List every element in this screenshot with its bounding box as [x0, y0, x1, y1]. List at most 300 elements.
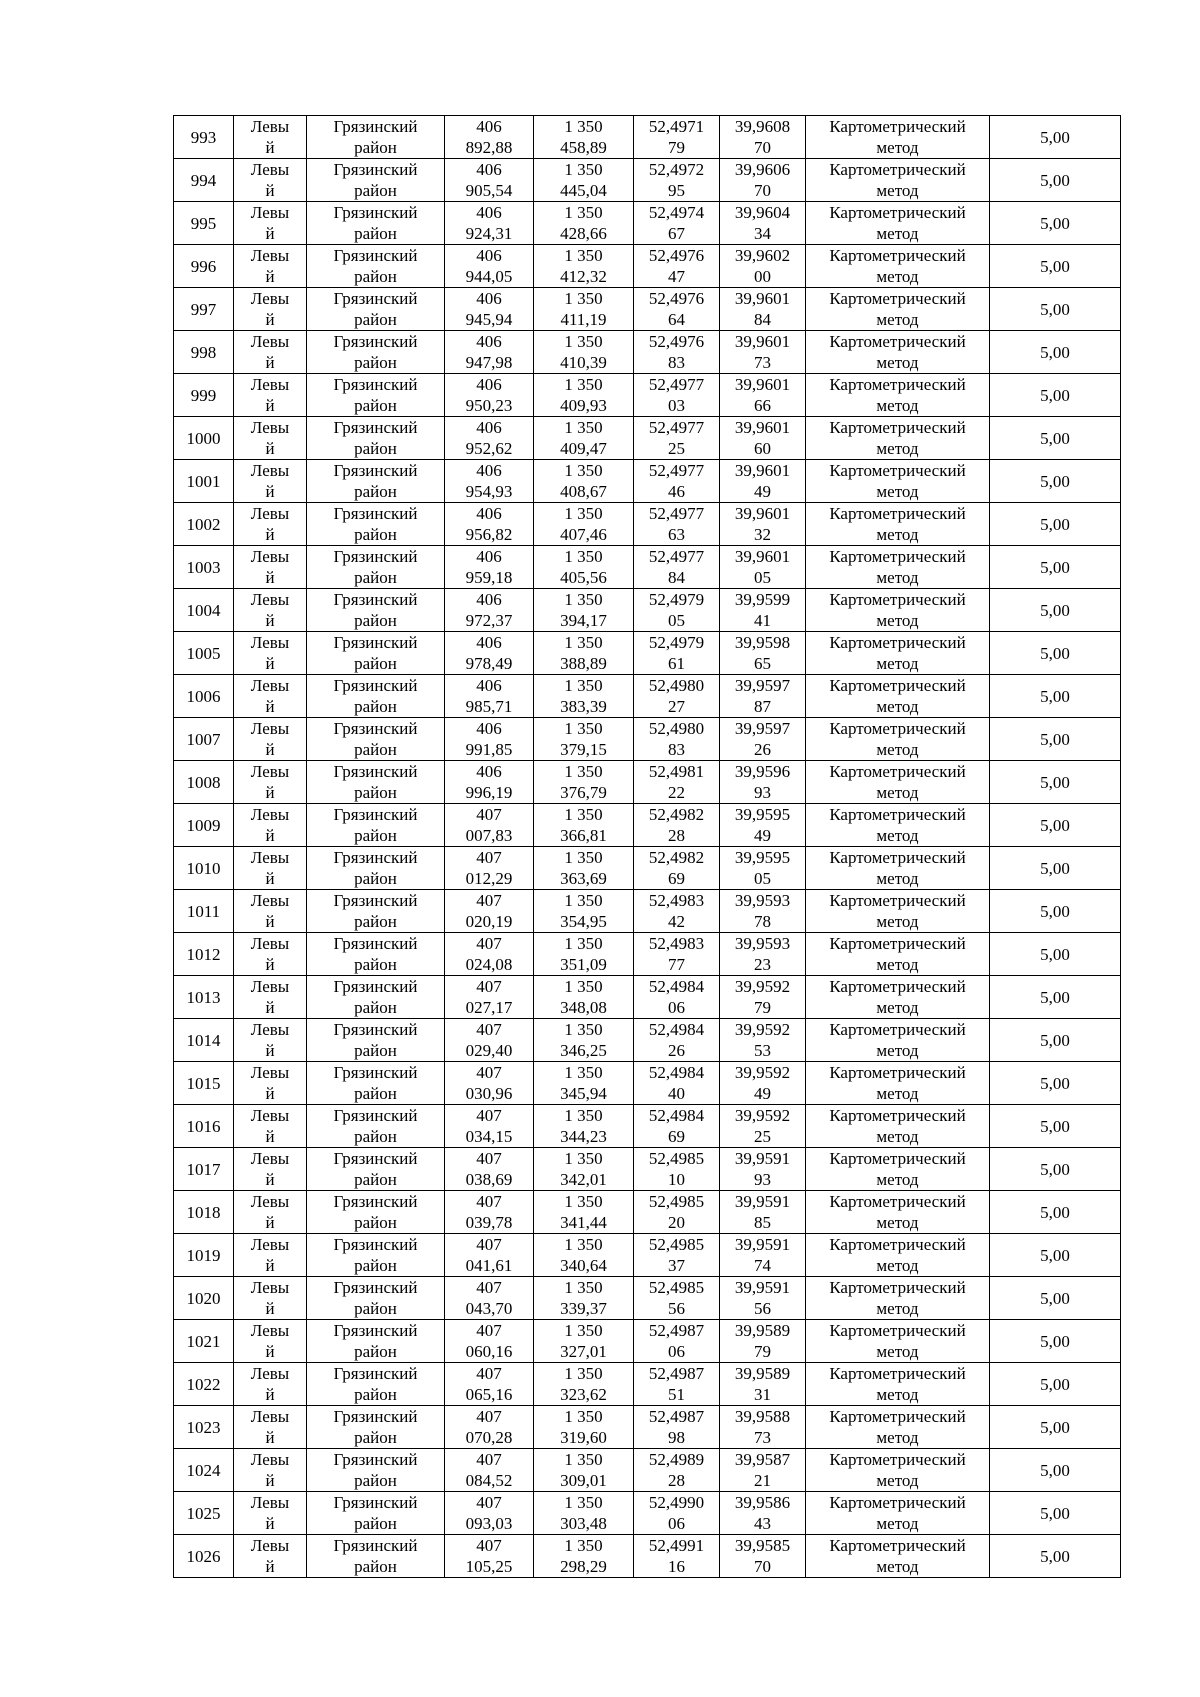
cell-bank-side-line: й [265, 224, 275, 243]
cell-district-line: район [354, 568, 397, 587]
cell-longitude-line: 39,9593 [734, 934, 791, 953]
cell-coord-y-line: 379,15 [560, 740, 607, 759]
cell-coord-x-line: 065,16 [465, 1385, 513, 1404]
cell-bank-side [234, 1492, 307, 1535]
cell-point-number: 1001 [174, 460, 234, 503]
cell-longitude-line: 39,9604 [734, 203, 791, 222]
cell-latitude-line: 52,4985 [648, 1192, 705, 1211]
cell-longitude [720, 718, 806, 761]
cell-coord-x [445, 116, 534, 159]
cell-coord-x-line: 956,82 [465, 525, 513, 544]
cell-district [307, 202, 445, 245]
cell-method-line: Картометрический [829, 1278, 966, 1297]
cell-coord-y-line: 409,93 [560, 396, 607, 415]
cell-district-line: район [354, 1557, 397, 1576]
cell-latitude-line: 52,4972 [648, 160, 705, 179]
cell-coord-x [445, 1320, 534, 1363]
cell-latitude-line: 22 [668, 783, 685, 802]
cell-district [307, 976, 445, 1019]
cell-method [806, 976, 990, 1019]
cell-latitude [634, 1234, 720, 1277]
cell-bank-side-line: Левы [250, 1063, 290, 1082]
cell-method-line: Картометрический [829, 418, 966, 437]
cell-bank-side [234, 546, 307, 589]
cell-coord-y-line: 1 350 [564, 418, 603, 437]
cell-method [806, 116, 990, 159]
cell-bank-side [234, 1320, 307, 1363]
cell-method-line: метод [876, 1213, 919, 1232]
cell-coord-y-line: 1 350 [564, 1149, 603, 1168]
cell-error: 5,00 [990, 1148, 1121, 1191]
cell-coord-x-line: 027,17 [465, 998, 513, 1017]
cell-district [307, 374, 445, 417]
cell-coord-y-line: 303,48 [560, 1514, 607, 1533]
cell-bank-side [234, 1535, 307, 1578]
cell-latitude-line: 52,4983 [648, 891, 705, 910]
cell-longitude-line: 39,9601 [734, 332, 791, 351]
cell-point-number: 1013 [174, 976, 234, 1019]
cell-point-number: 1002 [174, 503, 234, 546]
cell-coord-x [445, 1449, 534, 1492]
table-row [174, 417, 1121, 460]
cell-latitude-line: 27 [668, 697, 685, 716]
cell-bank-side-line: й [265, 1127, 275, 1146]
cell-method [806, 460, 990, 503]
cell-method-line: метод [876, 138, 919, 157]
cell-district-line: район [354, 783, 397, 802]
cell-latitude-line: 84 [668, 568, 685, 587]
cell-method [806, 245, 990, 288]
cell-coord-y-line: 342,01 [560, 1170, 607, 1189]
cell-method [806, 503, 990, 546]
cell-coord-y [534, 890, 634, 933]
cell-latitude [634, 847, 720, 890]
cell-longitude [720, 1449, 806, 1492]
cell-district-line: Грязинский [333, 418, 418, 437]
cell-district [307, 116, 445, 159]
cell-coord-x-line: 407 [476, 848, 502, 867]
cell-district-line: Грязинский [333, 375, 418, 394]
cell-coord-x-line: 020,19 [465, 912, 513, 931]
cell-error: 5,00 [990, 1062, 1121, 1105]
cell-district [307, 1406, 445, 1449]
cell-district [307, 632, 445, 675]
cell-coord-x-line: 905,54 [465, 181, 513, 200]
cell-coord-x-line: 029,40 [465, 1041, 513, 1060]
cell-latitude [634, 1363, 720, 1406]
cell-longitude [720, 632, 806, 675]
cell-bank-side-line: й [265, 1041, 275, 1060]
cell-method-line: Картометрический [829, 1063, 966, 1082]
cell-district-line: Грязинский [333, 1364, 418, 1383]
cell-latitude [634, 1148, 720, 1191]
cell-latitude-line: 83 [668, 740, 685, 759]
cell-longitude [720, 847, 806, 890]
cell-method [806, 675, 990, 718]
cell-latitude-line: 52,4976 [648, 289, 705, 308]
cell-district-line: Грязинский [333, 977, 418, 996]
cell-latitude [634, 589, 720, 632]
cell-longitude [720, 245, 806, 288]
cell-bank-side-line: й [265, 697, 275, 716]
cell-coord-y [534, 546, 634, 589]
cell-point-number: 1023 [174, 1406, 234, 1449]
cell-error: 5,00 [990, 245, 1121, 288]
cell-longitude-line: 39,9592 [734, 977, 791, 996]
cell-coord-y [534, 159, 634, 202]
cell-coord-y-line: 344,23 [560, 1127, 607, 1146]
cell-district [307, 933, 445, 976]
cell-latitude-line: 56 [668, 1299, 685, 1318]
cell-latitude-line: 06 [668, 1514, 685, 1533]
cell-district-line: Грязинский [333, 1321, 418, 1340]
cell-coord-y-line: 1 350 [564, 547, 603, 566]
cell-coord-y [534, 933, 634, 976]
cell-point-number: 1020 [174, 1277, 234, 1320]
cell-coord-y-line: 1 350 [564, 891, 603, 910]
cell-coord-y [534, 1320, 634, 1363]
cell-coord-x [445, 847, 534, 890]
cell-coord-y-line: 1 350 [564, 375, 603, 394]
cell-latitude-line: 63 [668, 525, 685, 544]
cell-latitude-line: 52,4980 [648, 719, 705, 738]
cell-method-line: метод [876, 353, 919, 372]
cell-bank-side-line: Левы [250, 977, 290, 996]
cell-longitude-line: 39,9592 [734, 1063, 791, 1082]
cell-bank-side-line: Левы [250, 203, 290, 222]
cell-longitude-line: 39,9587 [734, 1450, 791, 1469]
cell-coord-y-line: 1 350 [564, 1278, 603, 1297]
cell-bank-side [234, 1363, 307, 1406]
cell-method-line: метод [876, 1342, 919, 1361]
cell-coord-y-line: 1 350 [564, 246, 603, 265]
cell-coord-y-line: 407,46 [560, 525, 607, 544]
cell-longitude [720, 1406, 806, 1449]
cell-coord-x [445, 589, 534, 632]
cell-coord-x-line: 406 [476, 504, 502, 523]
cell-method-line: Картометрический [829, 1450, 966, 1469]
coordinates-table [173, 115, 1121, 1578]
cell-coord-y-line: 1 350 [564, 590, 603, 609]
cell-point-number: 994 [174, 159, 234, 202]
cell-longitude-line: 39,9601 [734, 375, 791, 394]
cell-bank-side [234, 460, 307, 503]
cell-bank-side-line: Левы [250, 719, 290, 738]
cell-latitude-line: 52,4983 [648, 934, 705, 953]
cell-bank-side-line: й [265, 654, 275, 673]
cell-longitude-line: 34 [754, 224, 771, 243]
cell-latitude [634, 675, 720, 718]
cell-method [806, 632, 990, 675]
cell-district-line: район [354, 697, 397, 716]
cell-longitude-line: 39,9598 [734, 633, 791, 652]
cell-district [307, 546, 445, 589]
cell-latitude-line: 52,4979 [648, 633, 705, 652]
cell-coord-x-line: 406 [476, 633, 502, 652]
cell-coord-y-line: 340,64 [560, 1256, 607, 1275]
cell-coord-y-line: 1 350 [564, 1407, 603, 1426]
cell-coord-y-line: 394,17 [560, 611, 607, 630]
cell-method [806, 1449, 990, 1492]
cell-bank-side-line: й [265, 1084, 275, 1103]
cell-longitude [720, 1492, 806, 1535]
cell-bank-side-line: й [265, 1471, 275, 1490]
cell-point-number: 1003 [174, 546, 234, 589]
cell-bank-side-line: Левы [250, 1020, 290, 1039]
cell-coord-x-line: 030,96 [465, 1084, 513, 1103]
cell-district-line: район [354, 1041, 397, 1060]
cell-coord-x-line: 406 [476, 418, 502, 437]
cell-longitude-line: 39,9601 [734, 418, 791, 437]
cell-longitude [720, 1148, 806, 1191]
cell-district [307, 288, 445, 331]
table-row [174, 1277, 1121, 1320]
table-row [174, 460, 1121, 503]
cell-bank-side-line: Левы [250, 246, 290, 265]
cell-error: 5,00 [990, 1277, 1121, 1320]
cell-latitude [634, 116, 720, 159]
cell-coord-x-line: 406 [476, 375, 502, 394]
cell-latitude [634, 933, 720, 976]
cell-latitude [634, 202, 720, 245]
cell-coord-y-line: 1 350 [564, 1450, 603, 1469]
cell-method [806, 417, 990, 460]
cell-coord-x [445, 675, 534, 718]
cell-point-number: 1016 [174, 1105, 234, 1148]
cell-longitude-line: 39,9585 [734, 1536, 791, 1555]
cell-coord-y-line: 339,37 [560, 1299, 607, 1318]
cell-coord-y-line: 351,09 [560, 955, 607, 974]
cell-coord-x-line: 944,05 [465, 267, 513, 286]
cell-latitude-line: 10 [668, 1170, 685, 1189]
cell-bank-side [234, 804, 307, 847]
cell-district-line: Грязинский [333, 1106, 418, 1125]
cell-district [307, 159, 445, 202]
cell-latitude-line: 40 [668, 1084, 685, 1103]
cell-coord-y [534, 503, 634, 546]
cell-coord-y-line: 1 350 [564, 203, 603, 222]
cell-point-number: 1008 [174, 761, 234, 804]
table-row [174, 589, 1121, 632]
cell-coord-y-line: 309,01 [560, 1471, 607, 1490]
cell-error: 5,00 [990, 1105, 1121, 1148]
cell-district [307, 1320, 445, 1363]
cell-coord-x-line: 407 [476, 1149, 502, 1168]
cell-coord-y-line: 323,62 [560, 1385, 607, 1404]
cell-coord-x-line: 407 [476, 1235, 502, 1254]
cell-latitude-line: 03 [668, 396, 685, 415]
cell-longitude [720, 1320, 806, 1363]
cell-longitude-line: 39,9589 [734, 1364, 791, 1383]
cell-district-line: Грязинский [333, 461, 418, 480]
cell-latitude-line: 52,4985 [648, 1235, 705, 1254]
cell-method-line: метод [876, 697, 919, 716]
cell-coord-x-line: 039,78 [465, 1213, 513, 1232]
cell-coord-y-line: 298,29 [560, 1557, 607, 1576]
cell-longitude-line: 25 [754, 1127, 771, 1146]
cell-longitude [720, 1277, 806, 1320]
cell-district [307, 331, 445, 374]
cell-coord-y [534, 331, 634, 374]
cell-method [806, 1191, 990, 1234]
cell-longitude-line: 49 [754, 482, 771, 501]
table-row [174, 632, 1121, 675]
cell-coord-y [534, 116, 634, 159]
table-row [174, 1535, 1121, 1578]
cell-latitude-line: 52,4980 [648, 676, 705, 695]
cell-coord-y [534, 1406, 634, 1449]
cell-point-number: 1026 [174, 1535, 234, 1578]
cell-longitude-line: 39,9601 [734, 504, 791, 523]
cell-error: 5,00 [990, 1320, 1121, 1363]
cell-coord-y-line: 445,04 [560, 181, 607, 200]
cell-point-number: 1007 [174, 718, 234, 761]
cell-method-line: Картометрический [829, 160, 966, 179]
cell-method-line: метод [876, 267, 919, 286]
cell-method-line: Картометрический [829, 1106, 966, 1125]
cell-longitude [720, 460, 806, 503]
cell-district-line: Грязинский [333, 633, 418, 652]
cell-coord-x-line: 407 [476, 1106, 502, 1125]
cell-district-line: Грязинский [333, 891, 418, 910]
cell-bank-side-line: й [265, 310, 275, 329]
cell-method-line: Картометрический [829, 891, 966, 910]
cell-coord-x-line: 954,93 [465, 482, 513, 501]
cell-method-line: метод [876, 1041, 919, 1060]
cell-method [806, 1492, 990, 1535]
cell-coord-y-line: 366,81 [560, 826, 607, 845]
cell-coord-y-line: 408,67 [560, 482, 607, 501]
cell-latitude-line: 52,4984 [648, 1020, 705, 1039]
cell-method [806, 718, 990, 761]
cell-bank-side-line: Левы [250, 1278, 290, 1297]
cell-coord-y [534, 976, 634, 1019]
cell-coord-x [445, 288, 534, 331]
cell-method [806, 546, 990, 589]
cell-coord-y-line: 1 350 [564, 117, 603, 136]
cell-point-number: 996 [174, 245, 234, 288]
table-row [174, 245, 1121, 288]
cell-district [307, 417, 445, 460]
cell-district-line: Грязинский [333, 1536, 418, 1555]
cell-latitude-line: 52,4985 [648, 1149, 705, 1168]
cell-error: 5,00 [990, 159, 1121, 202]
cell-coord-y [534, 374, 634, 417]
cell-bank-side-line: Левы [250, 934, 290, 953]
cell-bank-side [234, 1449, 307, 1492]
cell-bank-side-line: й [265, 783, 275, 802]
cell-latitude-line: 52,4977 [648, 375, 705, 394]
cell-latitude [634, 1191, 720, 1234]
cell-bank-side [234, 1148, 307, 1191]
table-row [174, 804, 1121, 847]
cell-longitude-line: 93 [754, 783, 771, 802]
cell-longitude-line: 39,9601 [734, 289, 791, 308]
cell-latitude-line: 05 [668, 611, 685, 630]
cell-bank-side-line: й [265, 740, 275, 759]
table-row [174, 1234, 1121, 1277]
cell-error: 5,00 [990, 804, 1121, 847]
cell-bank-side-line: Левы [250, 461, 290, 480]
cell-latitude [634, 546, 720, 589]
cell-bank-side-line: Левы [250, 891, 290, 910]
cell-longitude [720, 804, 806, 847]
cell-coord-x [445, 1019, 534, 1062]
cell-point-number: 1006 [174, 675, 234, 718]
cell-coord-y-line: 428,66 [560, 224, 607, 243]
cell-bank-side-line: Левы [250, 1192, 290, 1211]
cell-error: 5,00 [990, 116, 1121, 159]
cell-district [307, 1019, 445, 1062]
cell-coord-x-line: 959,18 [465, 568, 513, 587]
cell-point-number: 1014 [174, 1019, 234, 1062]
cell-bank-side [234, 288, 307, 331]
table-row [174, 1406, 1121, 1449]
cell-coord-x [445, 718, 534, 761]
cell-method-line: Картометрический [829, 590, 966, 609]
cell-coord-x [445, 976, 534, 1019]
cell-longitude [720, 116, 806, 159]
table-row [174, 1363, 1121, 1406]
cell-latitude-line: 52,4976 [648, 246, 705, 265]
cell-coord-y-line: 383,39 [560, 697, 607, 716]
cell-coord-x-line: 406 [476, 676, 502, 695]
cell-longitude-line: 39,9591 [734, 1235, 791, 1254]
cell-longitude-line: 39,9599 [734, 590, 791, 609]
cell-coord-x-line: 406 [476, 203, 502, 222]
cell-district-line: Грязинский [333, 117, 418, 136]
cell-longitude-line: 39,9591 [734, 1192, 791, 1211]
cell-district [307, 675, 445, 718]
cell-district-line: район [354, 1342, 397, 1361]
cell-bank-side [234, 976, 307, 1019]
cell-district-line: район [354, 654, 397, 673]
cell-latitude [634, 1062, 720, 1105]
cell-method-line: метод [876, 955, 919, 974]
cell-longitude-line: 56 [754, 1299, 771, 1318]
cell-district [307, 1449, 445, 1492]
cell-error: 5,00 [990, 718, 1121, 761]
cell-error: 5,00 [990, 847, 1121, 890]
cell-bank-side-line: Левы [250, 504, 290, 523]
cell-coord-x-line: 406 [476, 547, 502, 566]
cell-longitude-line: 39,9592 [734, 1106, 791, 1125]
cell-point-number: 1018 [174, 1191, 234, 1234]
cell-bank-side [234, 374, 307, 417]
cell-method-line: метод [876, 1084, 919, 1103]
cell-coord-y-line: 1 350 [564, 805, 603, 824]
cell-latitude-line: 83 [668, 353, 685, 372]
cell-method-line: Картометрический [829, 289, 966, 308]
cell-longitude-line: 79 [754, 1342, 771, 1361]
cell-bank-side-line: й [265, 1557, 275, 1576]
cell-method [806, 1105, 990, 1148]
cell-coord-x-line: 407 [476, 1407, 502, 1426]
cell-latitude-line: 47 [668, 267, 685, 286]
table-body [174, 116, 1121, 1578]
cell-error: 5,00 [990, 1019, 1121, 1062]
cell-method-line: метод [876, 869, 919, 888]
cell-coord-y-line: 376,79 [560, 783, 607, 802]
cell-longitude-line: 39,9596 [734, 762, 791, 781]
cell-latitude [634, 976, 720, 1019]
cell-method-line: Картометрический [829, 332, 966, 351]
cell-point-number: 993 [174, 116, 234, 159]
cell-bank-side [234, 632, 307, 675]
table-row [174, 847, 1121, 890]
cell-coord-x [445, 1363, 534, 1406]
cell-district-line: Грязинский [333, 934, 418, 953]
